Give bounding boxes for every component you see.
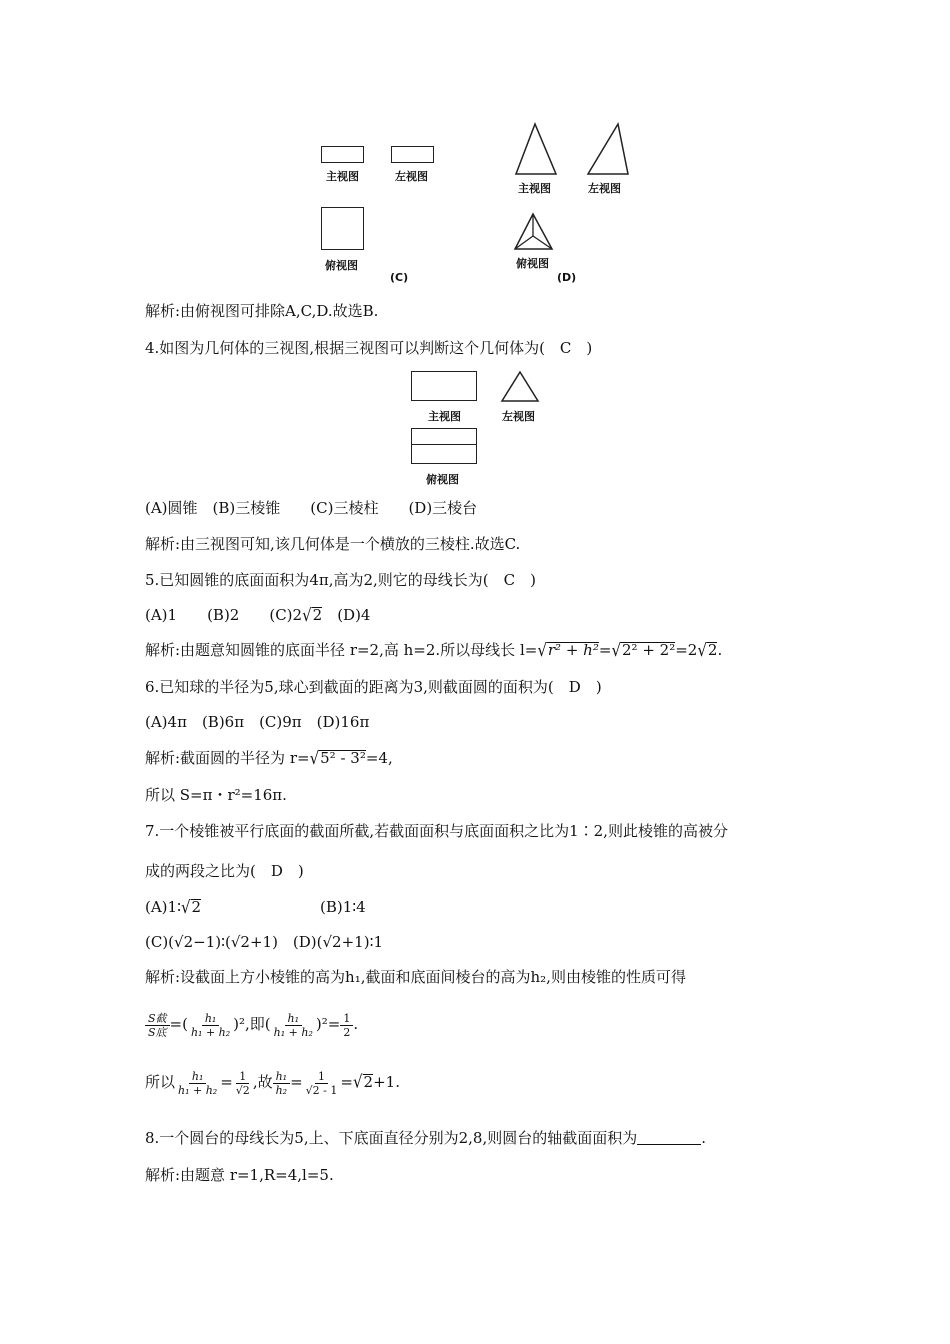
q7-options-ab: (A)1∶√2	[145, 896, 202, 918]
q7-stem-1: 7.一个棱锥被平行底面的截面所截,若截面面积与底面面积之比为1∶2,则此棱锥的高被分	[145, 822, 728, 840]
q5-options: (A)1 (B)2 (C)2√2 (D)4	[145, 604, 371, 626]
q4-top-rect	[411, 428, 477, 464]
d-left-caption: 左视图	[588, 182, 621, 195]
d-front-caption: 主视图	[518, 182, 551, 195]
q7-options-cd: (C)(√2−1)∶(√2+1) (D)(√2+1)∶1	[145, 933, 384, 951]
q8-solution: 解析:由题意 r=1,R=4,l=5.	[145, 1166, 334, 1184]
c-left-rect	[391, 146, 434, 163]
d-left-triangle	[588, 124, 628, 174]
q7-option-b: (B)1∶4	[320, 898, 366, 916]
q6-solution: 解析:截面圆的半径为 r=√5² - 3²=4,	[145, 747, 393, 769]
q8-stem: 8.一个圆台的母线长为5,上、下底面直径分别为2,8,则圆台的轴截面面积为 .	[145, 1129, 707, 1147]
q7-solution-3: 所以 $\frac{\text{h₁}}{\text{h₁ + h₂}}$ = $\frac{1}{√2}$ ,故 $\frac{\text{h₁}}{\text{h₂}}$ = $\frac{1}{√2 - 1}$ =√2+1.	[145, 1069, 400, 1097]
c-label: (C)	[390, 271, 409, 284]
q4-top-caption: 俯视图	[426, 473, 459, 486]
q7-solution-2: $\frac{\text{S截}}{\text{S底}}$ =( $\frac{\text{h₁}}{\text{h₁ + h₂}}$ )²,即( $\frac{\text{h₁}}{\text{h₁ + h₂}}$ )²= $\frac{1}{2}$ .	[145, 1008, 358, 1040]
q8-answer-blank[interactable]	[637, 1130, 701, 1145]
q5-solution: 解析:由题意知圆锥的底面半径 r=2,高 h=2.所以母线长 l=√r² + h²=√2² + 2²=2√2.	[145, 639, 723, 661]
q5-stem: 5.已知圆锥的底面面积为4π,高为2,则它的母线长为( C )	[145, 571, 536, 589]
c-top-caption: 俯视图	[325, 259, 358, 272]
q4-options: (A)圆锥 (B)三棱锥 (C)三棱柱 (D)三棱台	[145, 499, 478, 517]
q3-solution: 解析:由俯视图可排除A,C,D.故选B.	[145, 302, 379, 320]
c-top-square	[321, 207, 364, 250]
q4-front-rect	[411, 371, 477, 401]
d-front-triangle	[516, 124, 556, 174]
q7-stem-2: 成的两段之比为( D )	[145, 862, 304, 880]
q5-option-c-radicand: 2	[312, 606, 323, 624]
c-left-caption: 左视图	[395, 170, 428, 183]
q4-stem: 4.如图为几何体的三视图,根据三视图可以判断这个几何体为( C )	[145, 339, 593, 357]
q6-solution-line2: 所以 S=π・r²=16π.	[145, 786, 287, 804]
q7-solution-1: 解析:设截面上方小棱锥的高为h₁,截面和底面间棱台的高为h₂,则由棱锥的性质可得	[145, 968, 686, 986]
q4-front-caption: 主视图	[428, 410, 461, 423]
q5-option-d: (D)4	[322, 606, 371, 624]
q5-options-ac: (A)1 (B)2 (C)2	[145, 606, 303, 624]
q6-options: (A)4π (B)6π (C)9π (D)16π	[145, 713, 370, 731]
q4-left-caption: 左视图	[502, 410, 535, 423]
d-top-caption: 俯视图	[516, 257, 549, 270]
q6-stem: 6.已知球的半径为5,球心到截面的距离为3,则截面圆的面积为( D )	[145, 678, 602, 696]
c-front-caption: 主视图	[326, 170, 359, 183]
c-front-rect	[321, 146, 364, 163]
d-label: (D)	[557, 271, 577, 284]
q4-left-triangle	[500, 370, 542, 404]
q4-solution: 解析:由三视图可知,该几何体是一个横放的三棱柱.故选C.	[145, 535, 521, 553]
